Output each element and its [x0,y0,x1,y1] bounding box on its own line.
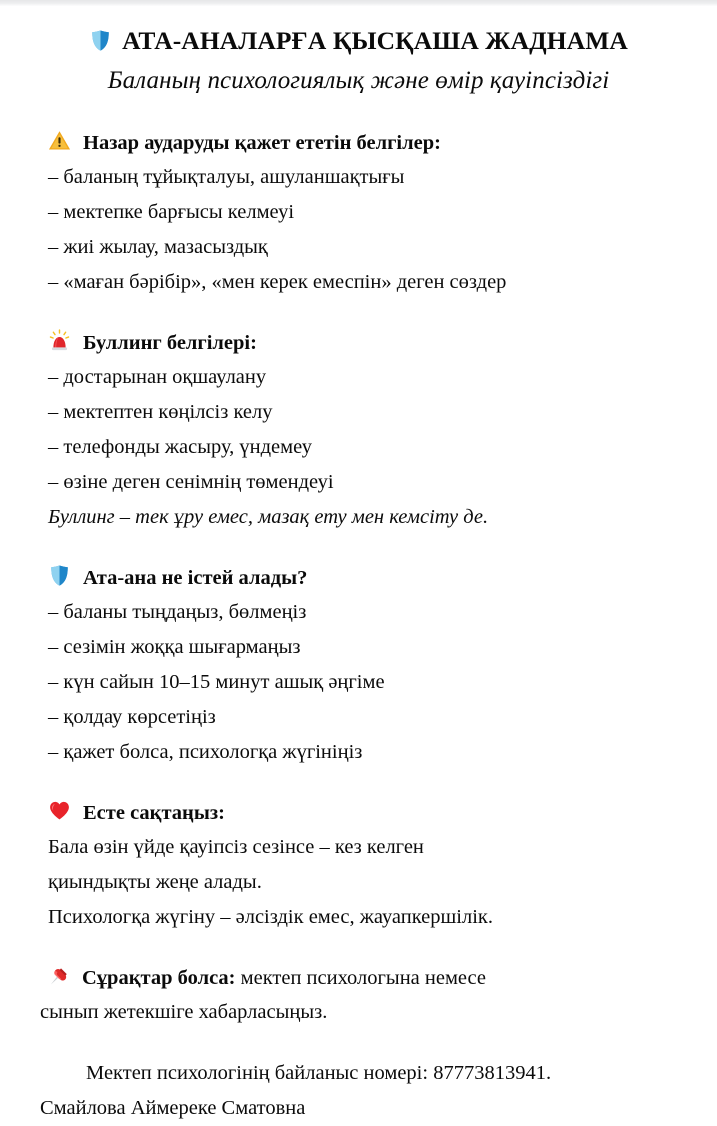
section-heading-text: Буллинг белгілері: [83,332,257,354]
questions-bold-lead: Сұрақтар болса: [82,967,236,989]
section-warning-signs [40,126,677,300]
section-heading-text: Ата-ана не істей алады? [83,567,308,589]
section-heading [48,126,677,160]
heart-icon [48,799,71,822]
pushpin-icon [48,964,71,987]
spacer [40,100,677,126]
page-subtitle: Баланың психологиялық және өмір қауіпсіздігі [107,67,610,94]
paragraph-line: Бала өзін үйде қауіпсіз сезінсе – кез келген [48,836,424,858]
list-item: – қолдау көрсетіңіз [48,706,216,728]
warning-triangle-icon [48,129,71,152]
paragraph-line: қиындықты жеңе алады. [48,871,262,893]
list-item: – «маған бәрібір», «мен керек емеспін» деген сөздер [48,271,507,293]
shield-icon [89,29,112,52]
section-heading-text: Есте сақтаңыз: [83,802,225,824]
section-heading [48,561,677,595]
shield-icon [48,564,71,587]
spacer [40,935,677,961]
questions-line-1 [48,961,677,995]
page-title [40,22,677,60]
section-heading [48,796,677,830]
spacer [40,300,677,326]
paragraph-line: Психологқа жүгіну – әлсіздік емес, жауапкершілік. [48,906,494,928]
list-item: – достарынан оқшаулану [48,366,267,388]
section-heading-text: Назар аударуды қажет ететін белгілер: [83,132,441,154]
list-item: – телефонды жасыру, үндемеу [48,436,312,458]
spacer [40,770,677,796]
section-parent-actions [40,561,677,770]
list-item: – өзіне деген сенімнің төмендеуі [48,471,334,493]
page-title-text: АТА-АНАЛАРҒА ҚЫСҚАША ЖАДНАМА [122,26,628,55]
list-item: – күн сайын 10–15 минут ашық әңгіме [48,671,385,693]
psychologist-name: Смайлова Аймереке Сматовна [40,1097,306,1119]
list-item: – қажет болса, психологқа жүгініңіз [48,741,363,763]
list-item: – баланы тыңдаңыз, бөлмеңіз [48,601,307,623]
psychologist-contact-line: Мектеп психологінің байланыс номері: 87773813941. [86,1062,552,1084]
spacer [40,1030,677,1056]
list-item: – мектептен көңілсіз келу [48,401,273,423]
questions-line-2: сынып жетекшіге хабарласыңыз. [40,1001,328,1023]
section-heading [48,326,677,360]
list-item: – жиі жылау, мазасыздық [48,236,268,258]
siren-icon [48,329,71,352]
questions-rest-text: мектеп психологына немесе [235,967,486,989]
section-bullying-signs [40,326,677,535]
section-questions [40,961,677,1030]
section-contact [40,1056,677,1126]
section-note: Буллинг – тек ұру емес, мазақ ету мен кемсіту де. [48,506,489,528]
list-item: – баланың тұйықталуы, ашуланшақтығы [48,166,405,188]
list-item: – сезімін жоққа шығармаңыз [48,636,301,658]
section-remember [40,796,677,935]
spacer [40,535,677,561]
list-item: – мектепке барғысы келмеуі [48,201,295,223]
